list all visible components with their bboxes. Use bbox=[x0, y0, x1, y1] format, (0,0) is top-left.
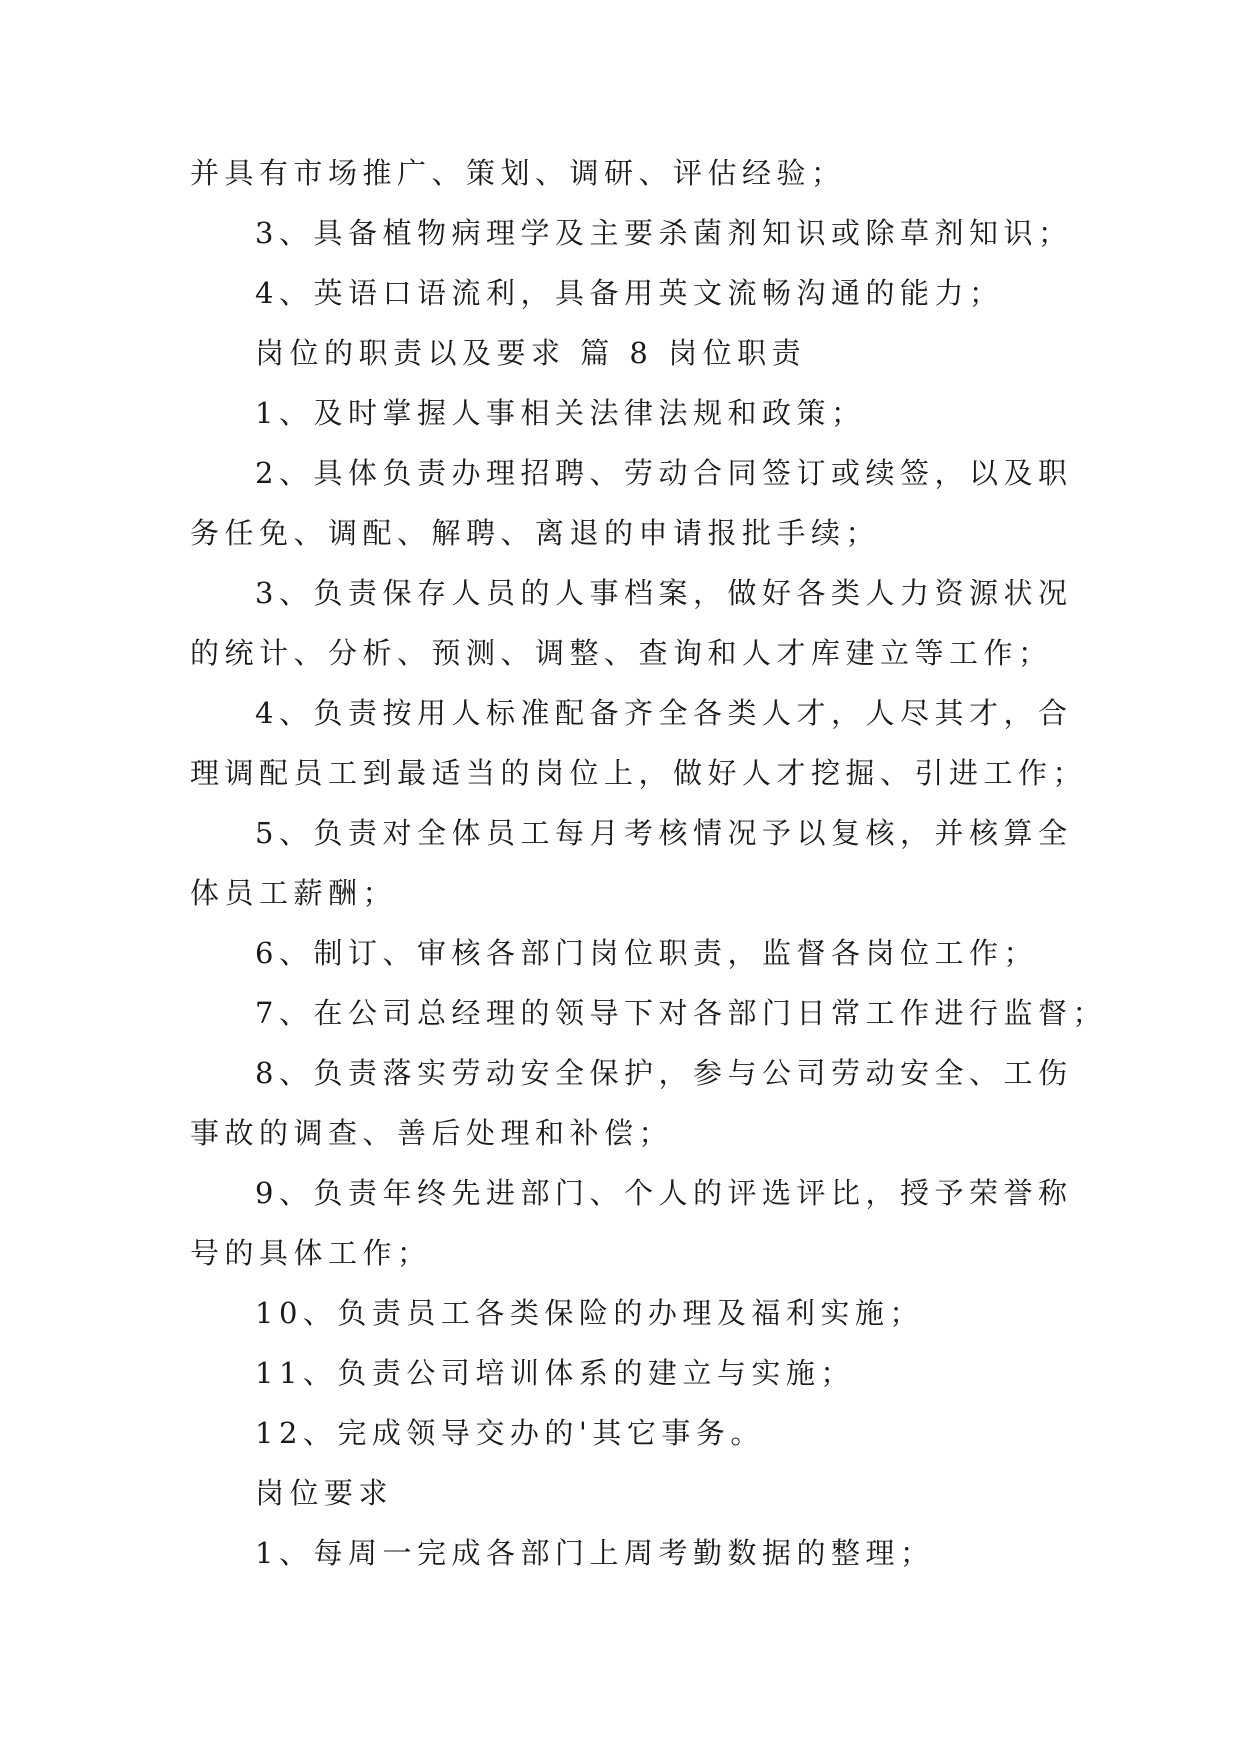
text-line: 6、制订、审核各部门岗位职责，监督各岗位工作； bbox=[255, 936, 1038, 970]
text-line: 的统计、分析、预测、调整、查询和人才库建立等工作； bbox=[190, 636, 1053, 670]
text-line: 3、负责保存人员的人事档案，做好各类人力资源状况 bbox=[255, 576, 1073, 610]
text-line: 12、完成领导交办的'其它事务。 bbox=[255, 1416, 765, 1450]
text-line: 4、英语口语流利，具备用英文流畅沟通的能力； bbox=[255, 276, 1004, 310]
text-line: 号的具体工作； bbox=[190, 1236, 432, 1270]
text-line: 4、负责按用人标准配备齐全各类人才，人尽其才，合 bbox=[255, 696, 1073, 730]
text-line: 7、在公司总经理的领导下对各部门日常工作进行监督； bbox=[255, 996, 1107, 1030]
text-line: 11、负责公司培训体系的建立与实施； bbox=[255, 1356, 855, 1390]
section-heading: 岗位要求 bbox=[255, 1476, 394, 1510]
text-line: 理调配员工到最适当的岗位上，做好人才挖掘、引进工作； bbox=[190, 756, 1088, 790]
text-line: 体员工薪酬； bbox=[190, 876, 398, 910]
text-line: 10、负责员工各类保险的办理及福利实施； bbox=[255, 1296, 924, 1330]
text-line: 务任免、调配、解聘、离退的申请报批手续； bbox=[190, 516, 881, 550]
text-line: 5、负责对全体员工每月考核情况予以复核，并核算全 bbox=[255, 816, 1073, 850]
text-line: 1、及时掌握人事相关法律法规和政策； bbox=[255, 396, 866, 430]
text-line: 事故的调查、善后处理和补偿； bbox=[190, 1116, 674, 1150]
text-line: 并具有市场推广、策划、调研、评估经验； bbox=[190, 156, 846, 190]
text-line: 9、负责年终先进部门、个人的评选评比，授予荣誉称 bbox=[255, 1176, 1073, 1210]
section-heading: 岗位的职责以及要求 篇 8 岗位职责 bbox=[255, 336, 807, 370]
text-line: 8、负责落实劳动安全保护，参与公司劳动安全、工伤 bbox=[255, 1056, 1073, 1090]
text-line: 1、每周一完成各部门上周考勤数据的整理； bbox=[255, 1536, 935, 1570]
text-line: 3、具备植物病理学及主要杀菌剂知识或除草剂知识； bbox=[255, 216, 1073, 250]
text-line: 2、具体负责办理招聘、劳动合同签订或续签，以及职 bbox=[255, 456, 1073, 490]
